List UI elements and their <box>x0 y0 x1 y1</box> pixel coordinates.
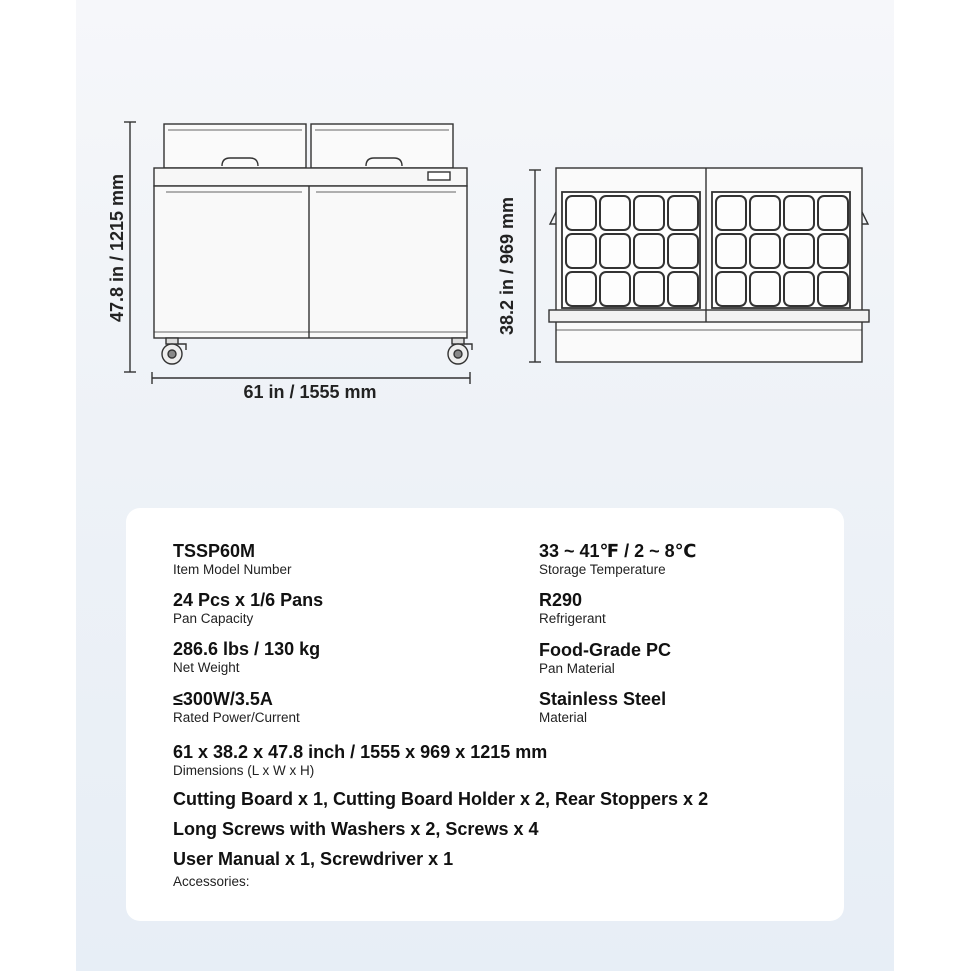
spec-value: 286.6 lbs / 130 kg <box>173 639 321 659</box>
spec-label: Pan Capacity <box>173 611 254 626</box>
spec-model <box>173 541 292 578</box>
spec-pan-capacity <box>173 590 323 627</box>
top-view-drawing <box>529 168 869 362</box>
spec-value: Food-Grade PC <box>539 640 672 660</box>
spec-label: Storage Temperature <box>539 562 666 577</box>
front-view-drawing <box>124 122 472 384</box>
spec-value: R290 <box>539 590 583 610</box>
spec-label: Dimensions (L x W x H) <box>173 763 315 778</box>
spec-label: Material <box>539 710 588 725</box>
spec-value: ≤300W/3.5A <box>173 689 273 709</box>
spec-value: Stainless Steel <box>539 689 667 709</box>
accessories-line-3: User Manual x 1, Screwdriver x 1 <box>173 849 454 869</box>
spec-pan-material <box>539 640 671 677</box>
depth-dimension-label: 38.2 in / 969 mm <box>497 196 517 336</box>
spec-refrigerant <box>539 590 606 627</box>
spec-material <box>539 689 666 726</box>
spec-label: Refrigerant <box>539 611 606 626</box>
accessories-label: Accessories: <box>173 874 250 889</box>
spec-label: Rated Power/Current <box>173 710 300 725</box>
spec-net-weight <box>173 639 320 676</box>
spec-label: Item Model Number <box>173 562 292 577</box>
width-dimension-label: 61 in / 1555 mm <box>243 382 377 402</box>
spec-value: 61 x 38.2 x 47.8 inch / 1555 x 969 x 1215 mm <box>173 742 548 762</box>
accessories-line-2: Long Screws with Washers x 2, Screws x 4 <box>173 819 539 839</box>
height-dimension-label: 47.8 in / 1215 mm <box>107 173 127 323</box>
spec-value: 24 Pcs x 1/6 Pans <box>173 590 324 610</box>
spec-dimensions <box>173 742 547 779</box>
spec-value: 33 ~ 41℉ / 2 ~ 8℃ <box>539 541 697 561</box>
spec-value: TSSP60M <box>173 541 256 561</box>
spec-label: Pan Material <box>539 661 615 676</box>
accessories-line-1: Cutting Board x 1, Cutting Board Holder x 2, Rear Stoppers x 2 <box>173 789 709 809</box>
spec-power <box>173 689 300 726</box>
spec-storage-temperature <box>539 541 696 578</box>
spec-label: Net Weight <box>173 660 240 675</box>
